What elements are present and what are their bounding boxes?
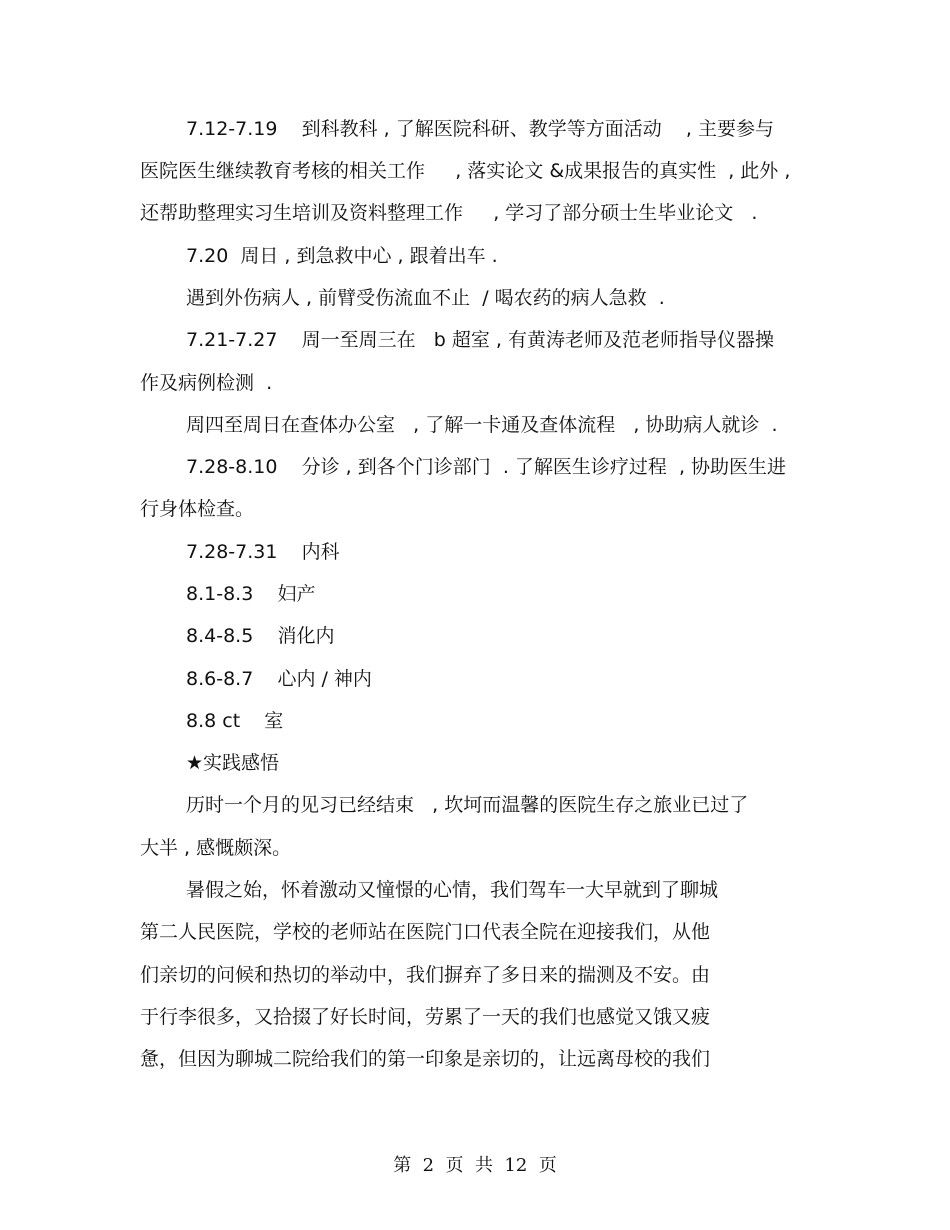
- text-line: 医院医生继续教育考核的相关工作 , 落实论文 &成果报告的真实性 , 此外 ,: [140, 160, 791, 182]
- text-line: 暑假之始，怀着激动又憧憬的心情，我们驾车一大早就到了聊城: [186, 879, 719, 901]
- text-line: 惫，但因为聊城二院给我们的第一印象是亲切的，让远离母校的我们: [140, 1048, 711, 1070]
- text-line: 8.8 ct 室: [186, 710, 284, 732]
- text-line: 8.6-8.7 心内 / 神内: [186, 668, 372, 690]
- text-line: 于行李很多，又拾掇了好长时间，劳累了一天的我们也感觉又饿又疲: [140, 1006, 711, 1028]
- text-line: 历时一个月的见习已经结束 , 坎坷而温馨的医院生存之旅业已过了: [186, 794, 749, 816]
- text-line: 7.12-7.19 到科教科 , 了解医院科研、教学等方面活动 , 主要参与: [186, 118, 774, 140]
- text-line: 还帮助整理实习生培训及资料整理工作 , 学习了部分硕士生毕业论文 .: [140, 202, 758, 224]
- text-line: 作及病例检测 .: [140, 372, 273, 394]
- text-line: 7.28-7.31 内科: [186, 541, 340, 563]
- text-line: 周四至周日在查体办公室 , 了解一卡通及查体流程 , 协助病人就诊 .: [186, 414, 778, 436]
- text-line: 大半 , 感慨颇深。: [140, 837, 292, 859]
- text-line: 7.20 周日 , 到急救中心 , 跟着出车 .: [186, 245, 498, 267]
- text-line: 8.4-8.5 消化内: [186, 625, 335, 647]
- page-footer: 第 2 页 共 12 页: [393, 1155, 557, 1176]
- text-line: 遇到外伤病人 , 前臂受伤流血不止 / 喝农药的病人急救 .: [186, 287, 665, 309]
- text-line: 7.21-7.27 周一至周三在 b 超室 , 有黄涛老师及范老师指导仪器操: [186, 329, 774, 351]
- text-line: 8.1-8.3 妇产: [186, 583, 316, 605]
- section-heading: ★实践感悟: [186, 752, 280, 774]
- text-line: 行身体检查。: [140, 498, 255, 520]
- text-line: 第二人民医院，学校的老师站在医院门口代表全院在迎接我们，从他: [140, 921, 711, 943]
- text-line: 7.28-8.10 分诊 , 到各个门诊部门 . 了解医生诊疗过程 , 协助医生进: [186, 456, 787, 478]
- text-line: 们亲切的问候和热切的举动中，我们摒弃了多日来的揣测及不安。由: [140, 964, 711, 986]
